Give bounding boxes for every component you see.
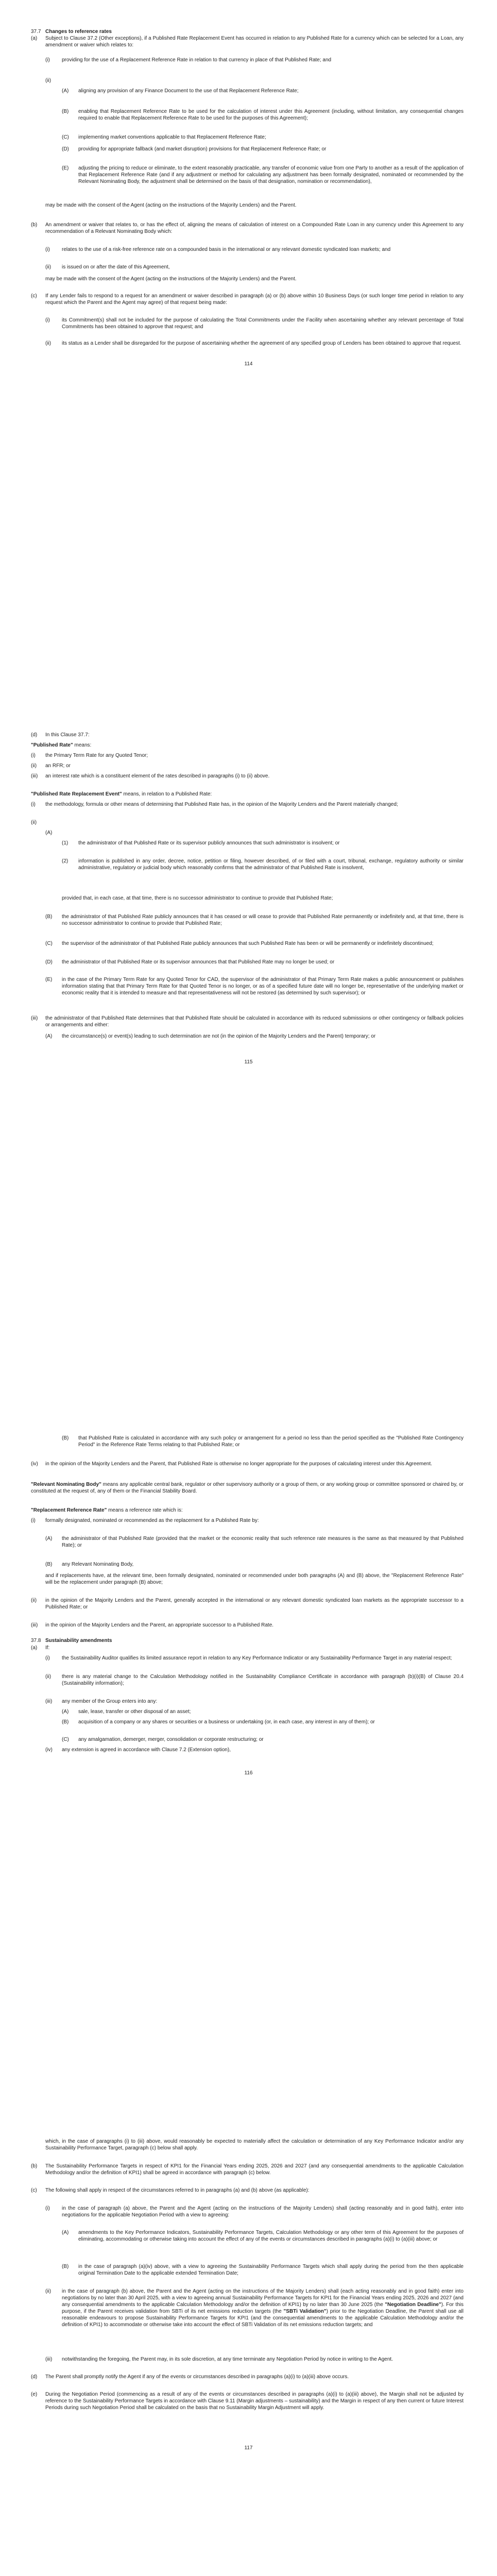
para-label: (ii) (31, 763, 37, 769)
paragraph: is issued on or after the date of this Agreement, (62, 264, 170, 270)
para-label: (B) (62, 109, 69, 114)
paragraph: providing for appropriate fallback (and market disruption) provisions for that Replacement Reference Rate; or (78, 146, 327, 152)
paragraph: in the opinion of the Majority Lenders and the Parent, that Published Rate is otherwise no longer appropriate for the purposes of calculating interest under this Agreement. (45, 1461, 433, 1467)
defined-term: "Relevant Nominating Body" (31, 1482, 101, 1487)
paragraph: in the case of the Primary Term Rate for any Quoted Tenor for CAD, the supervisor of the administrator of that Primary Term Rate makes a public announcement or publishes information stating that that Primary Term Rate for that Quoted Tenor is no longer, or as of a specified future date will no longer be, representative of the underlying market or economic reality that it is intended to measure and that representativeness will not be restored (as determined by such supervisor); or (62, 977, 464, 996)
paragraph: the administrator of that Published Rate publicly announces that it has ceased or will cease to provide that Published Rate permanently or indefinitely and, at that time, there is no successor administrator to continue to provide that Published Rate; (62, 914, 464, 926)
paragraph: aligning any provision of any Finance Document to the use of that Replacement Reference Rate; (78, 88, 299, 94)
paragraph: any amalgamation, demerger, merger, consolidation or corporate restructuring; or (78, 1737, 264, 1742)
defined-term: "Replacement Reference Rate" (31, 1507, 107, 1513)
paragraph: the supervisor of the administrator of that Published Rate publicly announces that such Published Rate has been or will be permanently or indefinitely discontinued; (62, 941, 434, 946)
para-label: (ii) (45, 1674, 52, 1680)
page-number: 117 (244, 2445, 253, 2451)
para-label: (i) (45, 2206, 50, 2211)
paragraph: During the Negotiation Period (commencing as a result of any of the events or circumstances described in paragraphs (a)(i) to (a)(iii) above), the Margin shall not be adjusted by reference to the Sustainability Performance Targets in accordance with Clause 9.11 (Margin adjustments – sustainability) and the Margin in respect of any then current or future Interest Periods during such Negotiation Period shall be calculated on the basis that no Sustainability Margin Adjustment will apply. (45, 2392, 464, 2411)
para-label: (B) (45, 1562, 53, 1567)
defined-term: "Published Rate" (31, 742, 73, 748)
para-label: (iii) (31, 1622, 38, 1628)
paragraph: the administrator of that Published Rate or its supervisor announces that that Published Rate may no longer be used; or (62, 959, 335, 965)
para-label: (iv) (45, 1747, 53, 1753)
paragraph: providing for the use of a Replacement Reference Rate in relation to that currency in place of that Published Rate; and (62, 57, 332, 63)
paragraph: and if replacements have, at the relevant time, been formally designated, nominated or recommended under both paragraphs (A) and (B) above, the "Replacement Reference Rate" will be the replacement under paragraph (B) above; (45, 1573, 464, 1585)
paragraph: that Published Rate is calculated in accordance with any such policy or arrangement for a period no less than the period specified as the "Published Rate Contingency Period" in the Reference Rate Terms relating to that Published Rate; or (78, 1435, 464, 1448)
paragraph: The Parent shall promptly notify the Agent if any of the events or circumstances described in paragraphs (a)(i) to (a)(iii) above occurs. (45, 2374, 349, 2380)
para-label: (iii) (31, 773, 38, 779)
defined-term: "SBTi Validation" (283, 2309, 327, 2314)
paragraph: the Sustainability Auditor qualifies its limited assurance report in relation to any Key Performance Indicator or any Sustainability Performance Target in any material respect; (62, 1655, 452, 1661)
definition (31, 791, 464, 798)
page-117 (0, 2110, 497, 2576)
paragraph-text: ) prior to the Negotiation Deadline, the Parent shall use all reasonable endeavours to propose Sustainability Performance Targets for KPI1 (and the consequential amendments to the applicable Calculation Methodology and/or the definition of KPI1) to accommodate or otherwise take into account the effect of SBTi Validation of its net emissions reduction targets; and (62, 2309, 464, 2328)
para-label: (iii) (31, 1015, 38, 1021)
para-label: (A) (45, 830, 53, 836)
para-label: (i) (31, 802, 36, 807)
para-label: (i) (45, 1655, 50, 1661)
para-label: (ii) (45, 264, 52, 270)
para-label: (b) (31, 2163, 38, 2169)
para-label: (B) (62, 1719, 69, 1725)
para-label: (A) (45, 1033, 53, 1039)
paragraph: in the opinion of the Majority Lenders and the Parent, generally accepted in the international or any relevant domestic syndicated loan markets as the appropriate successor to a Published Rate; or (45, 1598, 464, 1610)
paragraph: In this Clause 37.7: (45, 732, 90, 738)
clause-number: 37.8 (31, 1638, 41, 1643)
paragraph: The Sustainability Performance Targets in respect of KPI1 for the Financial Years ending 2025, 2026 and 2027 (and any consequential amendments to the applicable Calculation Methodology and/or the definition of KPI1) shall be agreed in accordance with paragraph (c) below. (45, 2163, 464, 2176)
para-label: (i) (31, 1518, 36, 1523)
paragraph: in the case of paragraph (a)(iv) above, with a view to agreeing the Sustainability Performance Targets which shall apply during the period from the then applicable original Termination Date to the applicable extended Termination Date; (78, 2264, 464, 2276)
para-label: (c) (31, 293, 37, 299)
page-number: 114 (244, 361, 253, 367)
paragraph: acquisition of a company or any shares or securities or a business or undertaking (or, in each case, any interest in any of them); or (78, 1719, 375, 1725)
para-label: (d) (31, 2374, 38, 2380)
paragraph-text: ). For this purpose, if the Parent receives validation from SBTi of its net emissions reduction targets (the (62, 2302, 464, 2314)
para-label: (b) (31, 222, 38, 228)
para-label: (E) (45, 977, 53, 982)
definition-text: means: (73, 742, 92, 748)
para-label: (iii) (45, 2357, 53, 2362)
paragraph: an interest rate which is a constituent element of the rates described in paragraphs (i) to (ii) above. (45, 773, 270, 779)
paragraph: may be made with the consent of the Agent (acting on the instructions of the Majority Lenders) and the Parent. (45, 202, 297, 208)
para-label: (A) (45, 1536, 53, 1541)
paragraph: the administrator of that Published Rate determines that that Published Rate should be calculated in accordance with its reduced submissions or other contingency or fallback policies or arrangements and either: (45, 1015, 464, 1028)
paragraph: enabling that Replacement Reference Rate to be used for the calculation of interest under this Agreement (including, without limitation, any consequential changes required to enable that Replacement Reference Rate to be used for the purposes of this Agreement); (78, 109, 464, 121)
paragraph: any member of the Group enters into any: (62, 1699, 158, 1704)
paragraph: its Commitment(s) shall not be included for the purpose of calculating the Total Commitments under the Facility when ascertaining whether any relevant percentage of Total Commitments has been obtained to approve that request; and (62, 317, 464, 330)
clause-heading: Sustainability amendments (45, 1638, 112, 1643)
page-115 (0, 703, 497, 1406)
para-label: (B) (62, 2264, 69, 2269)
paragraph: any Relevant Nominating Body, (62, 1562, 134, 1567)
paragraph: If: (45, 1645, 50, 1651)
paragraph: formally designated, nominated or recommended as the replacement for a Published Rate by: (45, 1518, 259, 1523)
paragraph: in the case of paragraph (a) above, the Parent and the Agent (acting on the instructions of the Majority Lenders) shall (acting reasonably and in good faith), enter into negotiations for the applicable Negotiation Period with a view to agreeing: (62, 2206, 464, 2218)
definition-text: means any applicable central bank, regulator or other supervisory authority or a group of them, or any working group or committee sponsored or chaired by, or constituted at the request of, any of them or the Financial Stability Board. (31, 1482, 464, 1494)
paragraph: the administrator of that Published Rate (provided that the market or the economic reality that such reference rate measures is the same as that measured by that Published Rate); or (62, 1536, 464, 1548)
para-label: (C) (62, 1737, 69, 1742)
clause-heading: Changes to reference rates (45, 29, 112, 35)
paragraph: its status as a Lender shall be disregarded for the purpose of ascertaining whether the agreement of any specified group of Lenders has been obtained to approve that request. (62, 341, 461, 346)
paragraph: amendments to the Key Performance Indicators, Sustainability Performance Targets, Calculation Methodology or any other term of this Agreement for the purposes of eliminating, accommodating or otherwise taking into account the effect of any of the events or circumstances described in paragraphs (a)(i) to (a)(iii) above; or (78, 2230, 464, 2242)
paragraph: Subject to Clause 37.2 (Other exceptions), if a Published Rate Replacement Event has occurred in relation to any Published Rate for a currency which can be selected for a Loan, any amendment or waiver which relates to: (45, 36, 464, 48)
paragraph: implementing market conventions applicable to that Replacement Reference Rate; (78, 134, 266, 140)
definition-text: means, in relation to a Published Rate: (122, 791, 212, 797)
page-number: 115 (244, 1059, 253, 1065)
definition (31, 742, 464, 749)
paragraph: an RFR; or (45, 763, 71, 769)
paragraph: relates to the use of a risk-free reference rate on a compounded basis in the international or any relevant domestic syndicated loan markets; and (62, 247, 391, 252)
para-label: (B) (45, 914, 53, 920)
paragraph: which, in the case of paragraphs (i) to (iii) above, would reasonably be expected to materially affect the calculation or determination of any Key Performance Indicator and/or any Sustainability Performance Target, paragraph (c) below shall apply. (45, 2139, 464, 2151)
paragraph: The following shall apply in respect of the circumstances referred to in paragraphs (a) and (b) above (as applicable): (45, 2188, 310, 2193)
para-label: (c) (31, 2188, 37, 2193)
para-label: (B) (62, 1435, 69, 1441)
paragraph-text: in the case of paragraph (b) above, the Parent and the Agent (acting on the instructions of the Majority Lenders) shall (each acting reasonably and in good faith) enter into negotiations by no later than 30 April 2025, with a view to agreeing annual Sustainability Performance Targets for KPI1 for the Financial Years ending 2025, 2026 and 2027 (and any consequential amendments to the applicable Calculation Methodology and/or the definition of KPI1) by no later than 30 June 2025 (the (62, 2289, 464, 2308)
page-116 (0, 1406, 497, 2110)
para-label: (D) (62, 146, 69, 152)
para-label: (d) (31, 732, 38, 738)
paragraph: in the opinion of the Majority Lenders and the Parent, an appropriate successor to a Published Rate. (45, 1622, 274, 1628)
para-label: (2) (62, 858, 68, 864)
definition-text: means a reference rate which is: (107, 1507, 183, 1513)
para-label: (ii) (31, 1598, 37, 1603)
paragraph: the Primary Term Rate for any Quoted Tenor; (45, 753, 148, 758)
para-label: (E) (62, 165, 69, 171)
para-label: (iii) (45, 1699, 53, 1704)
paragraph: any extension is agreed in accordance with Clause 7.2 (Extension option), (62, 1747, 231, 1753)
para-label: (A) (62, 88, 69, 94)
paragraph (62, 2288, 464, 2328)
paragraph: the administrator of that Published Rate or its supervisor publicly announces that such administrator is insolvent; or (78, 840, 340, 846)
para-label: (C) (45, 941, 53, 946)
para-label: (ii) (45, 78, 52, 83)
page-114 (0, 0, 497, 703)
paragraph: sale, lease, transfer or other disposal of an asset; (78, 1709, 191, 1715)
para-label: (iv) (31, 1461, 38, 1467)
para-label: (ii) (31, 820, 37, 825)
para-label: (i) (31, 753, 36, 758)
paragraph: there is any material change to the Calculation Methodology notified in the Sustainability Compliance Certificate in accordance with paragraph (b)(i)(B) of Clause 20.4 (Sustainability information); (62, 1674, 464, 1686)
page-number: 116 (244, 1770, 253, 1776)
paragraph: information is published in any order, decree, notice, petition or filing, however described, of or filed with a court, tribunal, exchange, regulatory authority or similar administrative, regulatory or judicial body which reasonably confirms that the administrator of that Published Rate is insolvent, (78, 858, 464, 871)
defined-term: "Published Rate Replacement Event" (31, 791, 122, 797)
paragraph: notwithstanding the foregoing, the Parent may, in its sole discretion, at any time terminate any Negotiation Period by notice in writing to the Agent. (62, 2357, 393, 2362)
paragraph: the circumstance(s) or event(s) leading to such determination are not (in the opinion of the Majority Lenders and the Parent) temporary; or (62, 1033, 376, 1039)
definition (31, 1507, 464, 1514)
para-label: (A) (62, 2230, 69, 2235)
paragraph: the methodology, formula or other means of determining that Published Rate has, in the opinion of the Majority Lenders and the Parent materially changed; (45, 802, 398, 807)
paragraph: If any Lender fails to respond to a request for an amendment or waiver described in paragraph (a) or (b) above within 10 Business Days (or such longer time period in relation to any request which the Parent and the Agent may agree) of that request being made: (45, 293, 464, 306)
para-label: (e) (31, 2392, 38, 2397)
para-label: (A) (62, 1709, 69, 1715)
definition (31, 1481, 464, 1495)
para-label: (a) (31, 1645, 38, 1651)
para-label: (ii) (45, 341, 52, 346)
para-label: (D) (45, 959, 53, 965)
para-label: (i) (45, 247, 50, 252)
para-label: (i) (45, 57, 50, 63)
para-label: (i) (45, 317, 50, 323)
para-label: (a) (31, 36, 38, 41)
para-label: (C) (62, 134, 69, 140)
para-label: (ii) (45, 2289, 52, 2294)
clause-number: 37.7 (31, 29, 41, 35)
paragraph: adjusting the pricing to reduce or eliminate, to the extent reasonably practicable, any transfer of economic value from one Party to another as a result of the application of that Replacement Reference Rate (and if any adjustment or method for calculating any adjustment has been formally designated, nominated or recommended by the Relevant Nominating Body, the adjustment shall be determined on the basis of that designation, nomination or recommendation), (78, 165, 464, 184)
para-label: (1) (62, 840, 68, 846)
paragraph: An amendment or waiver that relates to, or has the effect of, aligning the means of calculation of interest on a Compounded Rate Loan in any currency under this Agreement to any recommendation of a Relevant Nominating Body which: (45, 222, 464, 234)
defined-term: "Negotiation Deadline" (385, 2302, 441, 2308)
paragraph: provided that, in each case, at that time, there is no successor administrator to continue to provide that Published Rate; (62, 895, 333, 901)
paragraph: may be made with the consent of the Agent (acting on the instructions of the Majority Lenders) and the Parent. (45, 276, 297, 282)
